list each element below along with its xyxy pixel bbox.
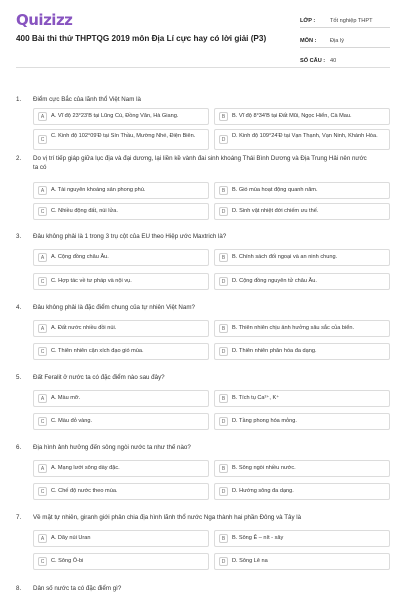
- option-text: C. Chế độ nước theo mùa.: [51, 488, 118, 494]
- option-a[interactable]: [33, 390, 209, 407]
- option-d[interactable]: [214, 343, 390, 360]
- option-letter: C: [38, 487, 47, 496]
- option-text: D. Sinh vật nhiệt đới chiếm ưu thế.: [232, 208, 319, 214]
- option-text: D. Kinh độ 109°24'Đ tại Vạn Thạnh, Vạn Ninh, Khánh Hòa.: [232, 133, 378, 139]
- option-letter: C: [38, 347, 47, 356]
- option-a[interactable]: [33, 108, 209, 125]
- option-text: A. Đất nước nhiều đồi núi.: [51, 325, 117, 331]
- question-number: 4.: [16, 304, 22, 311]
- option-b[interactable]: [214, 182, 390, 199]
- option-text: A. Màu mỡ.: [51, 395, 81, 401]
- header-divider: [16, 67, 390, 68]
- option-b[interactable]: [214, 460, 390, 477]
- question-number: 2.: [16, 155, 22, 162]
- option-text: B. Gió mùa hoạt động quanh năm.: [232, 187, 318, 193]
- meta-label: MÔN :: [300, 37, 317, 44]
- option-text: A. Dãy núi Uran: [51, 535, 91, 541]
- option-b[interactable]: [214, 108, 390, 125]
- option-c[interactable]: [33, 273, 209, 290]
- option-text: C. Thiên nhiên cận xích đạo gió mùa.: [51, 348, 144, 354]
- option-text: D. Cộng đồng nguyên tử châu Âu.: [232, 278, 317, 284]
- question-text: Đất Feralit ở nước ta có đặc điểm nào sau đây?: [33, 374, 165, 381]
- option-text: D. Tầng phong hóa mỏng.: [232, 418, 297, 424]
- option-letter: D: [219, 277, 228, 286]
- option-b[interactable]: [214, 249, 390, 266]
- option-b[interactable]: [214, 320, 390, 337]
- option-letter: D: [219, 347, 228, 356]
- option-a[interactable]: [33, 460, 209, 477]
- option-a[interactable]: [33, 530, 209, 547]
- option-letter: A: [38, 112, 47, 121]
- option-a[interactable]: [33, 320, 209, 337]
- option-letter: D: [219, 557, 228, 566]
- option-letter: B: [219, 186, 228, 195]
- option-letter: D: [219, 487, 228, 496]
- option-letter: B: [219, 324, 228, 333]
- option-text: D. Sông Lê na: [232, 558, 268, 564]
- option-letter: D: [219, 417, 228, 426]
- option-letter: D: [219, 135, 228, 144]
- option-b[interactable]: [214, 390, 390, 407]
- meta-label: LỚP :: [300, 17, 316, 24]
- question-number: 5.: [16, 374, 22, 381]
- option-d[interactable]: [214, 553, 390, 570]
- option-text: A. Mạng lưới sông dày đặc.: [51, 465, 120, 471]
- page-title: 400 Bài thi thử THPTQG 2019 môn Địa Lí cực hay có lời giải (P3): [16, 34, 267, 43]
- option-b[interactable]: [214, 530, 390, 547]
- option-c[interactable]: [33, 203, 209, 220]
- meta-row-subject: [300, 34, 390, 48]
- option-text: C. Kinh độ 102°09'Đ tại Sín Thầu, Mường Nhé, Điện Biên.: [51, 133, 196, 139]
- meta-row-count: [300, 54, 390, 68]
- meta-label: SỐ CÂU :: [300, 57, 326, 64]
- question-number: 6.: [16, 444, 22, 451]
- option-letter: B: [219, 112, 228, 121]
- option-letter: B: [219, 534, 228, 543]
- meta-row-class: [300, 14, 390, 28]
- option-text: B. Thiên nhiên chịu ảnh hưởng sâu sắc của biển.: [232, 325, 355, 331]
- option-letter: A: [38, 534, 47, 543]
- meta-value: 40: [330, 57, 337, 64]
- option-letter: A: [38, 464, 47, 473]
- question-text: Đâu không phải là đặc điểm chung của tự nhiên Việt Nam?: [33, 304, 195, 311]
- question-text: Do vị trí tiếp giáp giữa lục địa và đại dương, lại liền kề vành đai sinh khoáng Thái Bình Dương và Địa Trung Hải nên nước ta có: [33, 155, 367, 171]
- option-text: B. Sông ngòi nhiều nước.: [232, 465, 296, 471]
- option-letter: C: [38, 417, 47, 426]
- option-c[interactable]: [33, 413, 209, 430]
- option-a[interactable]: [33, 249, 209, 266]
- option-text: B. Chính sách đối ngoại và an ninh chung.: [232, 254, 338, 260]
- question-text: Địa hình ảnh hưởng đến sông ngòi nước ta như thế nào?: [33, 444, 191, 451]
- option-letter: A: [38, 394, 47, 403]
- option-text: D. Hướng sông đa dạng.: [232, 488, 294, 494]
- option-text: C. Sông Ô-bi: [51, 558, 84, 564]
- option-letter: B: [219, 464, 228, 473]
- option-text: B. Sông Ê – nít - xây: [232, 535, 284, 541]
- option-letter: D: [219, 207, 228, 216]
- option-letter: A: [38, 253, 47, 262]
- option-text: A. Tài nguyên khoáng sản phong phú.: [51, 187, 146, 193]
- meta-value: Địa lý: [330, 37, 344, 44]
- question-text: Đâu không phải là 1 trong 3 trụ cột của EU theo Hiệp ước Maxtrich là?: [33, 233, 227, 240]
- option-text: D. Thiên nhiên phân hóa đa dạng.: [232, 348, 317, 354]
- question-text: Điểm cực Bắc của lãnh thổ Việt Nam là: [33, 96, 141, 103]
- quizizz-logo: Quizizz: [16, 11, 73, 29]
- option-text: A. Vĩ độ 23°23'B tại Lũng Cú, Đồng Văn, Hà Giang.: [51, 113, 179, 119]
- option-text: B. Vĩ độ 8°34'B tại Đất Mũi, Ngọc Hiển, Cà Mau.: [232, 113, 352, 119]
- option-d[interactable]: [214, 483, 390, 500]
- question-text: Dân số nước ta có đặc điểm gì?: [33, 585, 122, 592]
- option-d[interactable]: [214, 413, 390, 430]
- option-c[interactable]: [33, 483, 209, 500]
- option-text: C. Màu đỏ vàng.: [51, 418, 93, 424]
- option-letter: C: [38, 277, 47, 286]
- option-letter: B: [219, 253, 228, 262]
- option-a[interactable]: [33, 182, 209, 199]
- option-c[interactable]: [33, 343, 209, 360]
- option-text: C. Nhiều động đất, núi lửa.: [51, 208, 118, 214]
- option-text: A. Cộng đồng châu Âu.: [51, 254, 109, 260]
- option-d[interactable]: [214, 273, 390, 290]
- question-number: 3.: [16, 233, 22, 240]
- option-letter: C: [38, 207, 47, 216]
- option-d[interactable]: [214, 129, 390, 150]
- option-text: B. Tích tụ Ca²⁺, K⁺: [232, 395, 280, 401]
- question-text: Về mặt tự nhiên, giranh giới phân chia địa hình lãnh thổ nước Nga thành hai phần Đông và Tây là: [33, 514, 302, 521]
- option-text: C. Hợp tác về tư pháp và nội vụ.: [51, 278, 132, 284]
- option-c[interactable]: [33, 129, 209, 150]
- question-number: 1.: [16, 96, 22, 103]
- option-letter: B: [219, 394, 228, 403]
- meta-value: Tốt nghiệp THPT: [330, 17, 373, 24]
- option-letter: C: [38, 557, 47, 566]
- option-c[interactable]: [33, 553, 209, 570]
- meta-panel: [300, 14, 390, 74]
- option-letter: A: [38, 324, 47, 333]
- question-number: 8.: [16, 585, 22, 592]
- option-letter: A: [38, 186, 47, 195]
- option-letter: C: [38, 135, 47, 144]
- question-number: 7.: [16, 514, 22, 521]
- option-d[interactable]: [214, 203, 390, 220]
